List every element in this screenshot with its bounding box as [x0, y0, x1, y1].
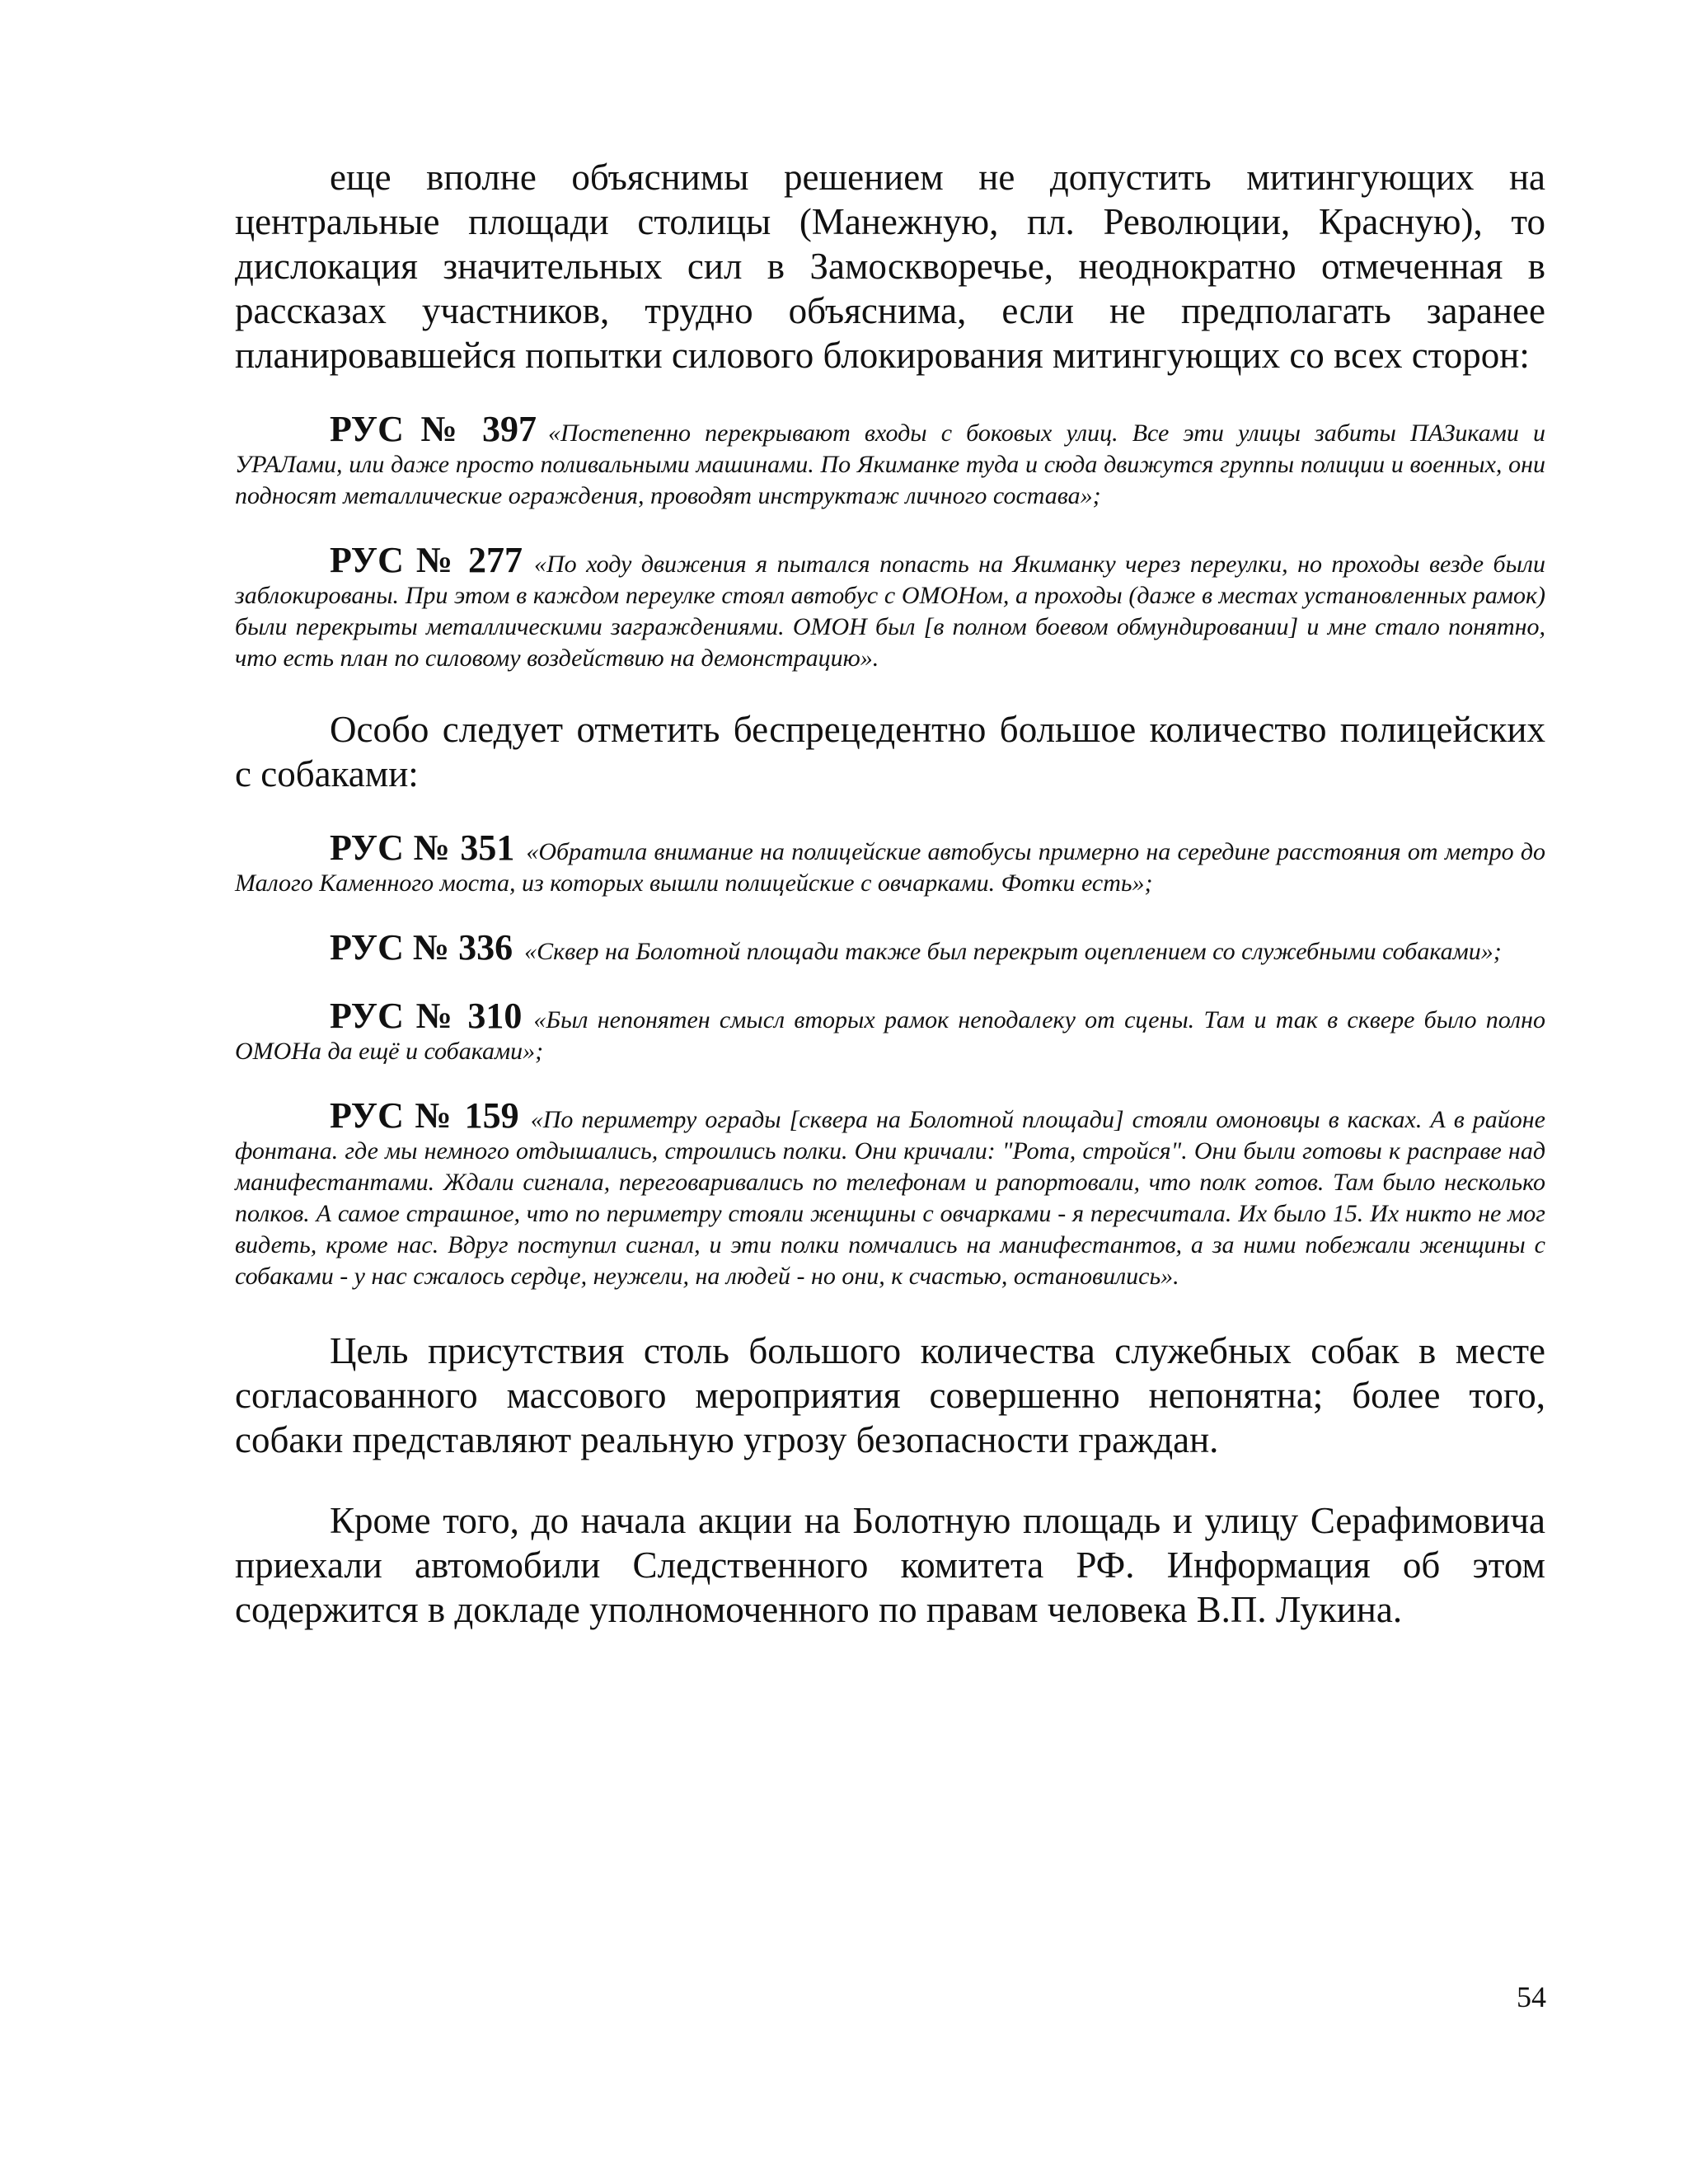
quote-ref: РУС № 336	[330, 927, 513, 968]
quote-text: «По ходу движения я пытался попасть на Якиманку через переулки, но проходы везде были заблокированы. При этом в каждом переулке стоял автобус с ОМОНом, а проходы (даже в местах установленных рамок) были перекрыты металлическими заграждениями. ОМОН был [в полном боевом обмундировании] и мне стало понятно, что есть план по силовому воздействию на демонстрацию».	[235, 551, 1546, 672]
quote-text: «По периметру ограды [сквера на Болотной площади] стояли омоновцы в касках. А в районе фонтана. где мы немного отдышались, строились полки. Они кричали: "Рота, стройся". Они были готовы к расправе над манифестантами. Ждали сигнала, переговаривались по телефонам и рапортовали, что полк готов. Там было несколько полков. А самое страшное, что по периметру стояли женщины с овчарками - я пересчитала. Их было 15. Их никто не мог видеть, кроме нас. Вдруг поступил сигнал, и эти полки помчались на манифестантов, а за ними побежали женщины с собаками - у нас сжалось сердце, неужели, на людей - но они, к счастью, остановились».	[235, 1106, 1545, 1290]
quote-rus-397	[235, 409, 1545, 512]
body-paragraph-4: Кроме того, до начала акции на Болотную площадь и улицу Серафимовича приехали автомобили Следственного комитета РФ. Информация об этом содержится в докладе уполномоченного по правам человека В.П. Лукина.	[235, 1500, 1545, 1630]
body-paragraph-1: еще вполне объяснимы решением не допустить митингующих на центральные площади столицы (Манежную, пл. Революции, Красную), то дислокация значительных сил в Замоскворечье, неоднократно отмеченная в рассказах участников, трудно объяснима, если не предполагать заранее планировавшейся попытки силового блокирования митингующих со всех сторон:	[235, 157, 1545, 376]
quote-ref: РУС № 159	[330, 1095, 519, 1136]
quote-text: «Постепенно перекрывают входы с боковых улиц. Все эти улицы забиты ПАЗиками и УРАЛами, или даже просто поливальными машинами. По Якиманке туда и сюда движутся группы полиции и военных, они подносят металлические ограждения, проводят инструктаж личного состава»;	[235, 419, 1545, 509]
body-paragraph-2: Особо следует отметить беспрецедентно большое количество полицейских с собаками:	[235, 709, 1545, 794]
quote-text: «Сквер на Болотной площади также был перекрыт оцеплением со служебными собаками»;	[524, 938, 1502, 965]
document-page	[235, 155, 1545, 1632]
quote-ref: РУС № 277	[330, 540, 523, 580]
quote-ref: РУС № 397	[330, 409, 537, 449]
quote-rus-159	[235, 1095, 1545, 1292]
quote-text: «Обратила внимание на полицейские автобусы примерно на середине расстояния от метро до Малого Каменного моста, из которых вышли полицейские с овчарками. Фотки есть»;	[235, 838, 1546, 897]
quote-rus-277	[235, 540, 1546, 674]
quote-ref: РУС № 351	[330, 827, 515, 868]
quote-rus-351	[235, 827, 1546, 899]
quote-text: «Был непонятен смысл вторых рамок неподалеку от сцены. Там и так в сквере было полно ОМОНа да ещё и собаками»;	[235, 1006, 1546, 1065]
quote-ref: РУС № 310	[330, 996, 523, 1036]
quote-rus-310	[235, 996, 1546, 1067]
quote-rus-336	[235, 927, 1545, 968]
body-paragraph-3: Цель присутствия столь большого количества служебных собак в месте согласованного массового мероприятия совершенно непонятна; более того, собаки представляют реальную угрозу безопасности граждан.	[235, 1330, 1545, 1460]
page-number: 54	[1517, 1980, 1546, 2013]
